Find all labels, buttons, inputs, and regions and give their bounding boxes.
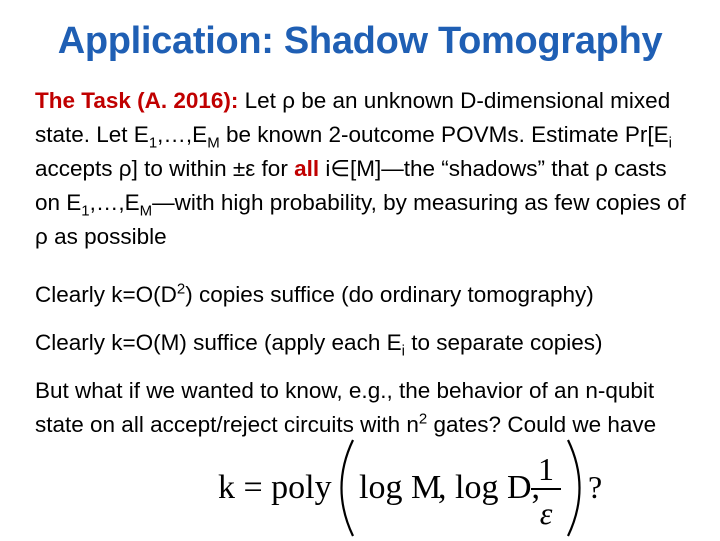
subscript: i — [401, 342, 405, 360]
superscript: 2 — [176, 280, 186, 298]
text-run: to separate copies) — [404, 330, 603, 355]
slide-title: Application: Shadow Tomography — [57, 20, 663, 62]
text-run: be an unknown D-dimensional mixed state. Let E — [35, 88, 671, 147]
text-run: be known 2-outcome POVMs. Estimate Pr[E — [219, 122, 669, 147]
rho-symbol: ρ — [282, 88, 295, 113]
plus-minus-epsilon: ±ε — [232, 156, 256, 181]
formula-svg — [218, 436, 618, 536]
superscript: 2 — [418, 410, 428, 428]
tomography-paragraph — [35, 278, 695, 312]
text-run: gates? Could we have — [427, 412, 657, 437]
text-run: as possible — [47, 224, 167, 249]
text-run: ) copies suffice (do ordinary tomography) — [185, 282, 594, 307]
formula-numerator: 1 — [538, 451, 554, 487]
subscript: 1 — [81, 202, 90, 220]
rho-symbol: ρ — [118, 156, 132, 181]
complexity-formula — [218, 436, 618, 536]
text-run: for — [255, 156, 295, 181]
text-run: ] to within — [131, 156, 233, 181]
subscript: M — [139, 202, 153, 220]
all-emphasis: all — [294, 156, 320, 181]
formula-question-mark: ? — [588, 469, 603, 505]
formula-log-m: log M — [359, 469, 442, 506]
text-run: Clearly k=O(M) suffice (apply each E — [35, 330, 402, 355]
formula-lhs: k = poly — [218, 469, 332, 506]
text-run: casts on E — [35, 156, 667, 215]
text-run: i — [319, 156, 331, 181]
text-run: ,…,E — [89, 190, 140, 215]
text-run: ,…,E — [157, 122, 208, 147]
subscript: M — [207, 134, 220, 152]
element-of-symbol: ∈ — [330, 156, 350, 181]
right-paren — [568, 440, 580, 536]
text-run: Clearly k=O(D — [35, 282, 177, 307]
text-run: [M]—the “shadows” that — [349, 156, 596, 181]
separate-copies-paragraph — [35, 326, 695, 360]
text-run: accepts — [35, 156, 119, 181]
text-run: —with high probability, by measuring as few copies of — [152, 190, 686, 215]
subscript: 1 — [148, 134, 158, 152]
formula-log-d: , log D, — [438, 469, 540, 506]
text-run: Let — [238, 88, 283, 113]
left-paren — [342, 440, 354, 536]
question-paragraph — [35, 374, 695, 442]
rho-symbol: ρ — [595, 156, 608, 181]
task-paragraph — [35, 84, 695, 254]
text-run: But what if we wanted to know, e.g., the behavior of an n-qubit state on all accept/reject circuits with n — [35, 378, 655, 437]
rho-symbol: ρ — [35, 224, 48, 249]
subscript: i — [668, 134, 672, 152]
formula-denominator: ε — [539, 495, 553, 531]
task-lead: The Task (A. 2016): — [35, 88, 239, 113]
